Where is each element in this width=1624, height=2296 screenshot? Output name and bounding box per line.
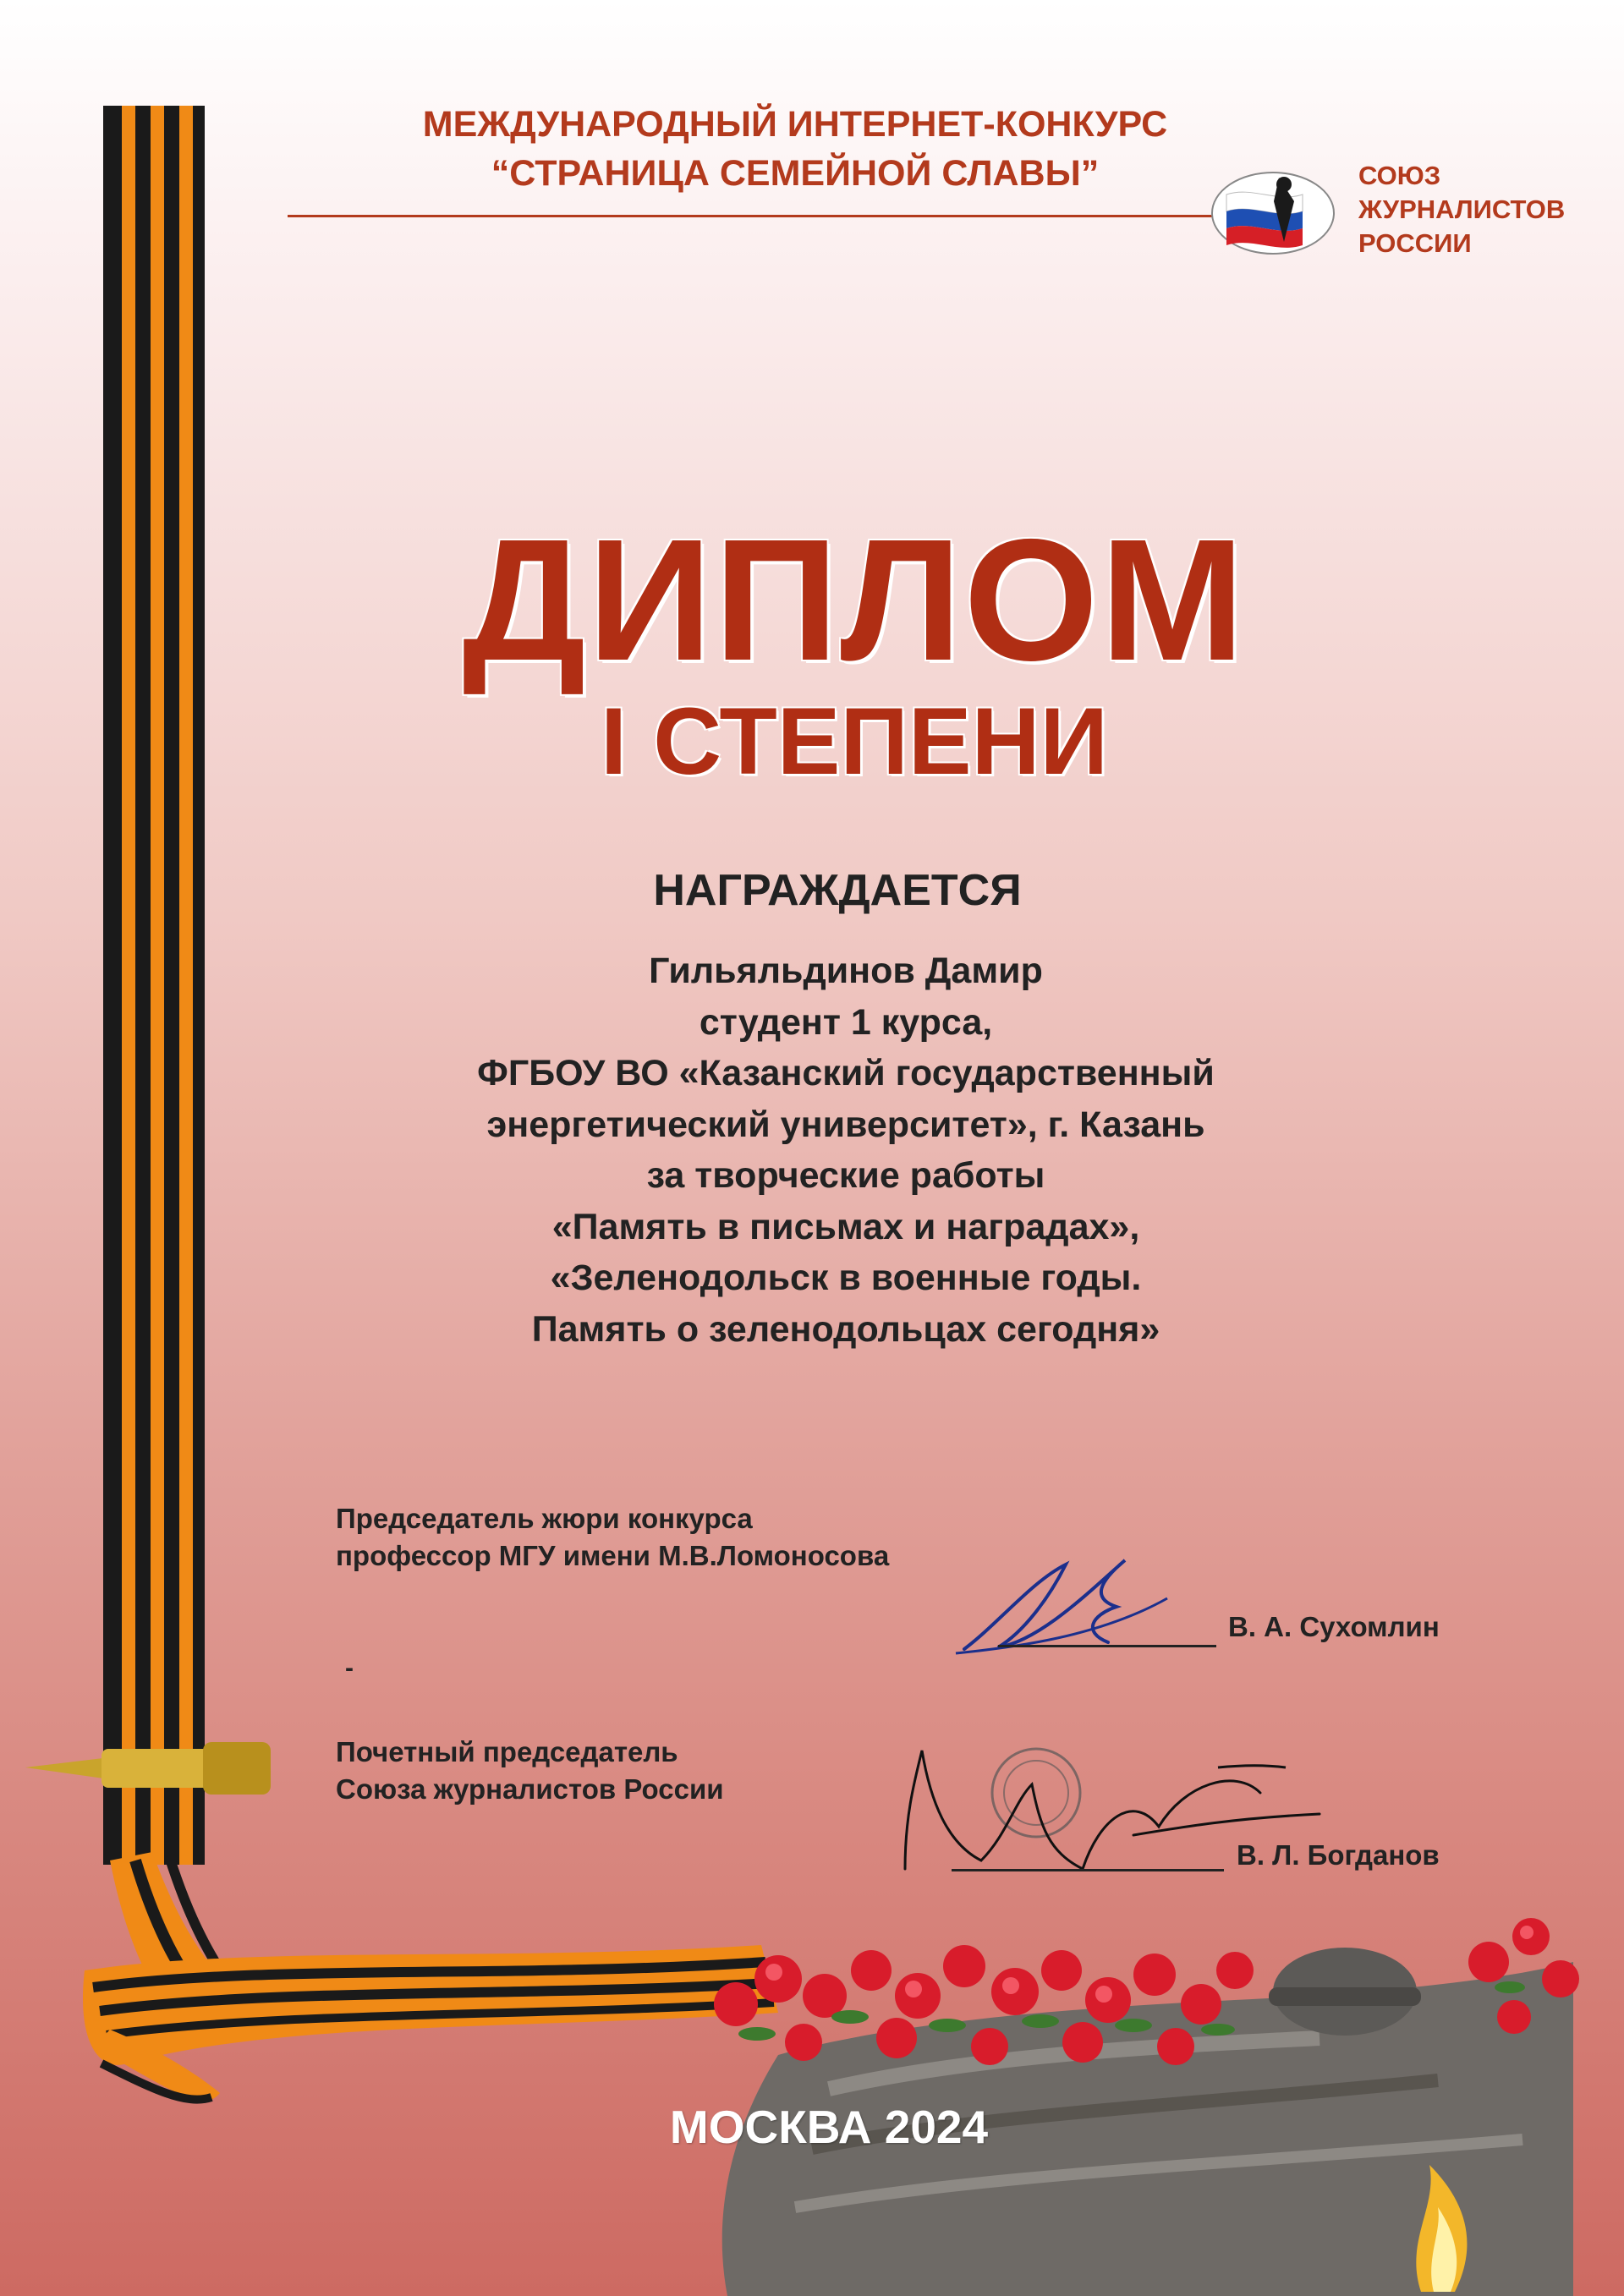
jury-chair-role bbox=[336, 1500, 889, 1575]
contest-title-line1: МЕЖДУНАРОДНЫЙ ИНТЕРНЕТ-КОНКУРС bbox=[422, 104, 1168, 145]
diploma-degree: I СТЕПЕНИ bbox=[600, 688, 1109, 794]
award-text bbox=[288, 945, 1404, 1355]
org-name-line: ЖУРНАЛИСТОВ bbox=[1358, 195, 1566, 224]
city-year: МОСКВА 2024 bbox=[669, 2101, 989, 2153]
signature-line bbox=[952, 1869, 1224, 1871]
award-line: «Память в письмах и наградах», bbox=[551, 1206, 1140, 1247]
ribbon-vertical bbox=[103, 106, 205, 1865]
dash-mark: - bbox=[345, 1654, 354, 1682]
signer-name: В. А. Сухомлин bbox=[1228, 1611, 1440, 1642]
role-line: профессор МГУ имени М.В.Ломоносова bbox=[336, 1540, 890, 1571]
contest-title bbox=[288, 100, 1303, 198]
role-line: Почетный председатель bbox=[336, 1736, 678, 1767]
header-divider bbox=[288, 215, 1218, 217]
flag-pen-logo-icon bbox=[1210, 161, 1336, 262]
signer-name: В. Л. Богданов bbox=[1237, 1839, 1440, 1871]
org-name-line: СОЮЗ bbox=[1358, 161, 1441, 190]
org-name-line: РОССИИ bbox=[1358, 228, 1472, 258]
pen-tip bbox=[25, 1742, 271, 1795]
award-line: студент 1 курса, bbox=[699, 1001, 993, 1043]
honorary-chair-role bbox=[336, 1734, 724, 1808]
award-line: «Зеленодольск в военные годы. bbox=[550, 1258, 1142, 1298]
award-line: Память о зеленодольцах сегодня» bbox=[531, 1308, 1160, 1350]
award-line: ФГБОУ ВО «Казанский государственный bbox=[477, 1053, 1215, 1093]
role-line: Союза журналистов России bbox=[336, 1773, 724, 1805]
diploma-title: ДИПЛОМ bbox=[462, 503, 1247, 697]
role-line: Председатель жюри конкурса bbox=[336, 1503, 753, 1534]
org-name bbox=[1358, 159, 1595, 260]
contest-title-line2: “СТРАНИЦА СЕМЕЙНОЙ СЛАВЫ” bbox=[491, 153, 1100, 194]
ribbon-horizontal bbox=[83, 1945, 778, 2101]
awarded-label: НАГРАЖДАЕТСЯ bbox=[653, 866, 1022, 915]
award-line: за творческие работы bbox=[646, 1155, 1045, 1196]
memorial-decoration bbox=[677, 1869, 1590, 2296]
signature-line bbox=[998, 1645, 1216, 1647]
award-line: энергетический университет», г. Казань bbox=[486, 1104, 1205, 1145]
recipient-name: Гильяльдинов Дамир bbox=[649, 951, 1043, 991]
